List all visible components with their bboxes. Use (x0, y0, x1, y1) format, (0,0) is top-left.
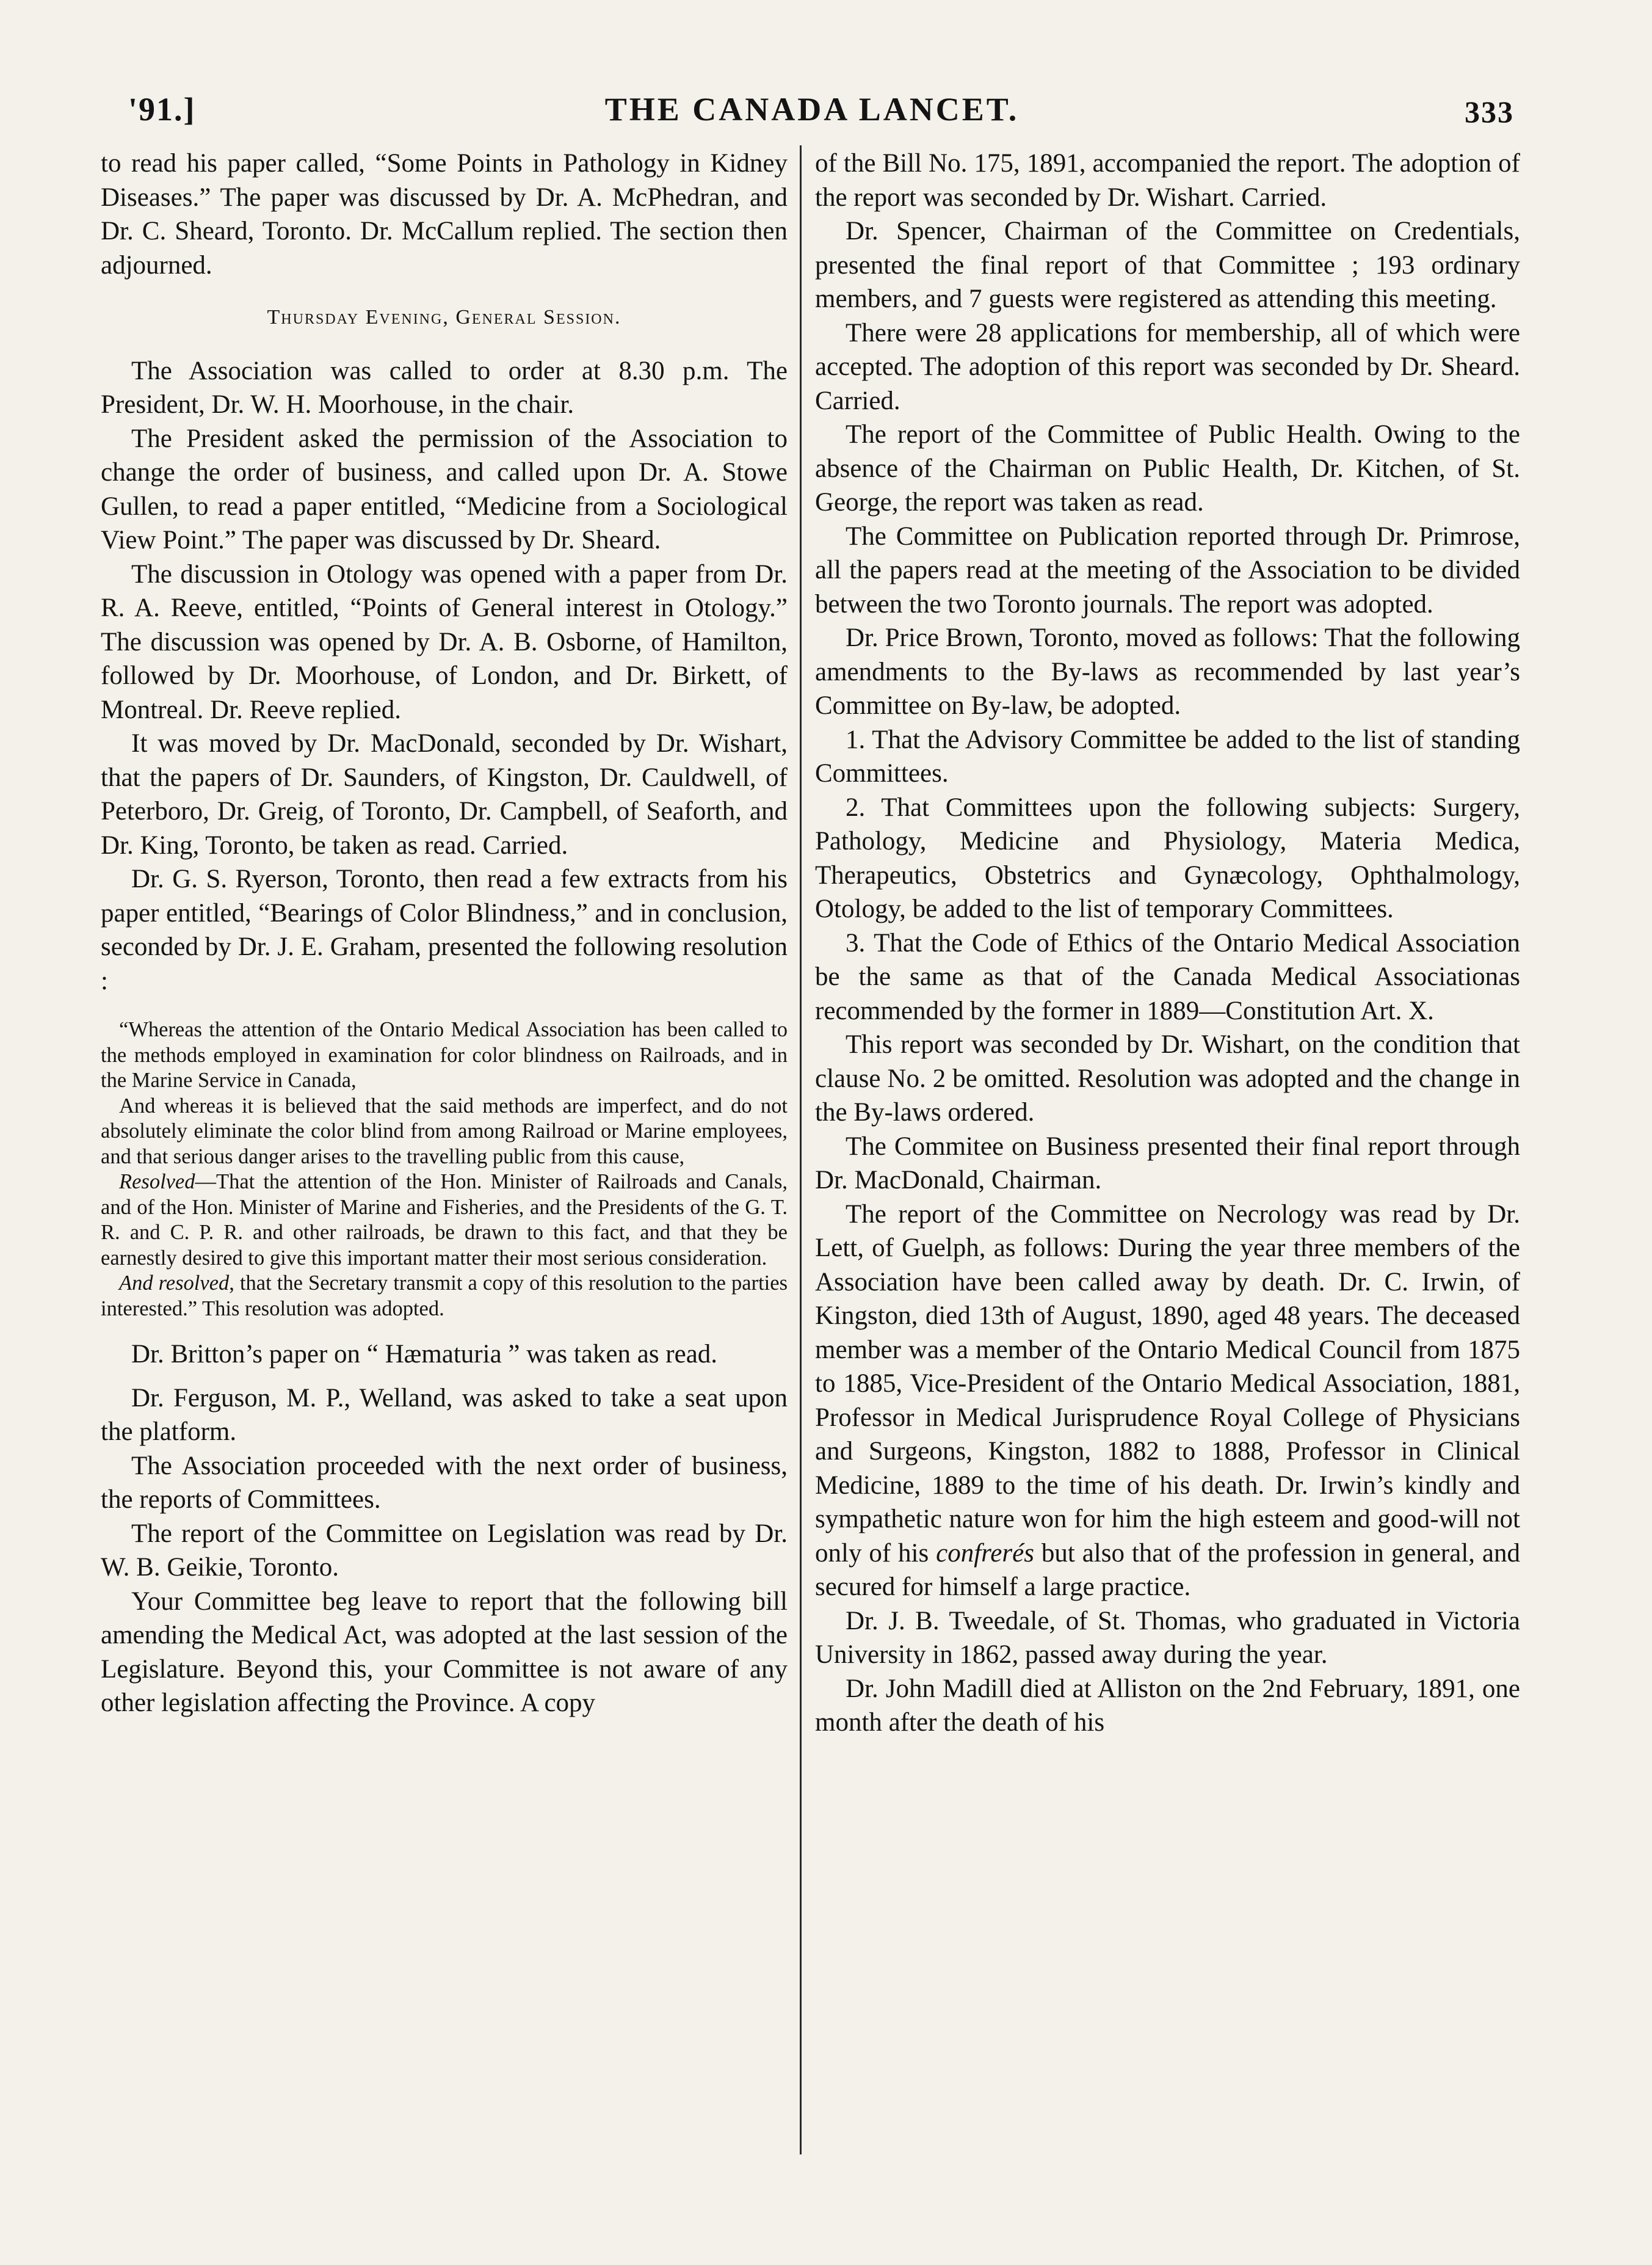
paragraph: Your Committee beg leave to report that the following bill amending the Medical Act, was adopted at the last session of the Legislature. Beyond this, your Committee is not aware of any other legislation affecting the Province. A copy (101, 1587, 788, 1717)
paragraph: Dr. John Madill died at Alliston on the 2nd February, 1891, one month after the death of his (815, 1674, 1520, 1737)
paragraph: Dr. Ferguson, M. P., Welland, was asked to take a seat upon the platform. (101, 1383, 788, 1446)
running-header (110, 72, 1514, 139)
paragraph: Dr. G. S. Ryerson, Toronto, then read a few extracts from his paper entitled, “Bearings of Color Blindness,” and in conclusion, seconded by Dr. J. E. Graham, presented the following resolution : (101, 865, 788, 995)
paragraph: The Commitee on Business presented their final report through Dr. MacDonald, Chairman. (815, 1132, 1520, 1194)
paragraph: The Association was called to order at 8.30 p.m. The President, Dr. W. H. Moorhouse, in the chair. (101, 356, 788, 419)
paragraph: Dr. Britton’s paper on “ Hæmaturia ” was taken as read. (131, 1340, 718, 1369)
paragraph: There were 28 applications for membership, all of which were accepted. The adoption of this report was seconded by Dr. Sheard. Carried. (815, 318, 1520, 415)
quote-paragraph: And whereas it is believed that the said methods are imperfect, and do not absolutely eliminate the color blind from among Railroad or Marine employees, and that serious danger arises to the travelling public from this cause, (101, 1094, 788, 1168)
paragraph: It was moved by Dr. MacDonald, seconded by Dr. Wishart, that the papers of Dr. Saunders, of Kingston, Dr. Cauldwell, of Peterboro, Dr. Greig, of Toronto, Dr. Campbell, of Seaforth, and Dr. King, Toronto, be taken as read. Carried. (101, 729, 788, 860)
and-resolved-text: , that the Secretary transmit a copy of this resolution to the parties interested.” This resolution was adopted. (101, 1271, 788, 1320)
paragraph: Dr. Price Brown, Toronto, moved as follows: That the following amendments to the By-laws as recommended by last year’s Committee on By-law, be adopted. (815, 624, 1520, 720)
left-column (101, 147, 788, 1720)
section-subheading: Thursday Evening, General Session. (267, 306, 621, 329)
necrology-text: The report of the Committee on Necrology was read by Dr. Lett, of Guelph, as follows: During the year three members of the Association have been called away by death. Dr. C. Irwin, of Kingston, died 13th of August, 1890, aged 48 years. The deceased member was a member of the Ontario Medical Council from 1875 to 1885, Vice-President of the Ontario Medical Association, 1881, Professor in Medical Jurisprudence Royal College of Physicians and Surgeons, Kingston, 1882 to 1888, Professor in Clinical Medicine, 1889 to the time of his death. Dr. Irwin’s kindly and sympathetic nature won for him the high esteem and good-will not only of his (815, 1199, 1520, 1568)
necrology-text-end: but also that of the profession in general, and secured for himself a large practice. (815, 1538, 1520, 1601)
paragraph: This report was seconded by Dr. Wishart, on the condition that clause No. 2 be omitted. Resolution was adopted and the change in the By-laws ordered. (815, 1030, 1520, 1127)
quote-paragraph (101, 1169, 788, 1271)
paragraph: of the Bill No. 175, 1891, accompanied the report. The adoption of the report was seconded by Dr. Wishart. Carried. (815, 149, 1520, 212)
bylaw-item: 1. That the Advisory Committee be added to the list of standing Committees. (815, 725, 1520, 788)
quote-paragraph: “Whereas the attention of the Ontario Medical Association has been called to the methods employed in examination for color blindness on Railroads, and in the Marine Service in Canada, (101, 1018, 788, 1092)
resolved-text: —That the attention of the Hon. Minister of Railroads and Canals, and of the Hon. Minister of Marine and Fisheries, and the Presidents of the G. T. R. and C. P. R. and other railroads, be drawn to this fact, and that they be earnestly desired to give this important matter their most serious consideration. (101, 1170, 788, 1270)
paragraph: The report of the Committee on Legislation was read by Dr. W. B. Geikie, Toronto. (101, 1519, 788, 1582)
paragraph: Dr. Spencer, Chairman of the Committee on Credentials, presented the final report of that Committee ; 193 ordinary members, and 7 guests were registered as attending this meeting. (815, 217, 1520, 313)
paragraph: The discussion in Otology was opened with a paper from Dr. R. A. Reeve, entitled, “Points of General interest in Otology.” The discussion was opened by Dr. A. B. Osborne, of Hamilton, followed by Dr. Moorhouse, of London, and Dr. Birkett, of Montreal. Dr. Reeve replied. (101, 559, 788, 724)
bylaw-item: 3. That the Code of Ethics of the Ontario Medical Association be the same as that of the Canada Medical Associationas recommended by the former in 1889—Constitution Art. X. (815, 928, 1520, 1025)
journal-title: THE CANADA LANCET. (604, 91, 1020, 128)
paragraph: The Committee on Publication reported through Dr. Primrose, all the papers read at the meeting of the Association to be divided between the two Toronto journals. The report was adopted. (815, 522, 1520, 619)
paragraph: Dr. J. B. Tweedale, of St. Thomas, who graduated in Victoria University in 1862, passed away during the year. (815, 1606, 1520, 1669)
page-number: 333 (1465, 95, 1514, 129)
italic-word: confrerés (936, 1538, 1034, 1568)
quote-paragraph (101, 1271, 788, 1322)
resolution-quote (101, 1017, 788, 1322)
column-divider (800, 145, 802, 2154)
bylaw-item: 2. That Committees upon the following subjects: Surgery, Pathology, Medicine and Physiology, Materia Medica, Therapeutics, Obstetrics and Gynæcology, Ophthalmology, Otology, be added to the list of temporary Committees. (815, 793, 1520, 923)
resolved-label: Resolved (119, 1170, 195, 1193)
paragraph: to read his paper called, “Some Points in Pathology in Kidney Diseases.” The paper was discussed by Dr. A. McPhedran, and Dr. C. Sheard, Toronto. Dr. McCallum replied. The section then adjourned. (101, 149, 788, 280)
paragraph: The Association proceeded with the next order of business, the reports of Committees. (101, 1451, 788, 1514)
and-resolved-label: And resolved (119, 1271, 230, 1295)
header-year: '91.] (128, 91, 196, 128)
paragraph: The President asked the permission of the Association to change the order of business, and called upon Dr. A. Stowe Gullen, to read a paper entitled, “Medicine from a Sociological View Point.” The paper was discussed by Dr. Sheard. (101, 424, 788, 554)
paragraph (815, 1198, 1520, 1604)
right-column (815, 147, 1520, 1740)
paragraph: The report of the Committee of Public Health. Owing to the absence of the Chairman on Public Health, Dr. Kitchen, of St. George, the report was taken as read. (815, 420, 1520, 517)
